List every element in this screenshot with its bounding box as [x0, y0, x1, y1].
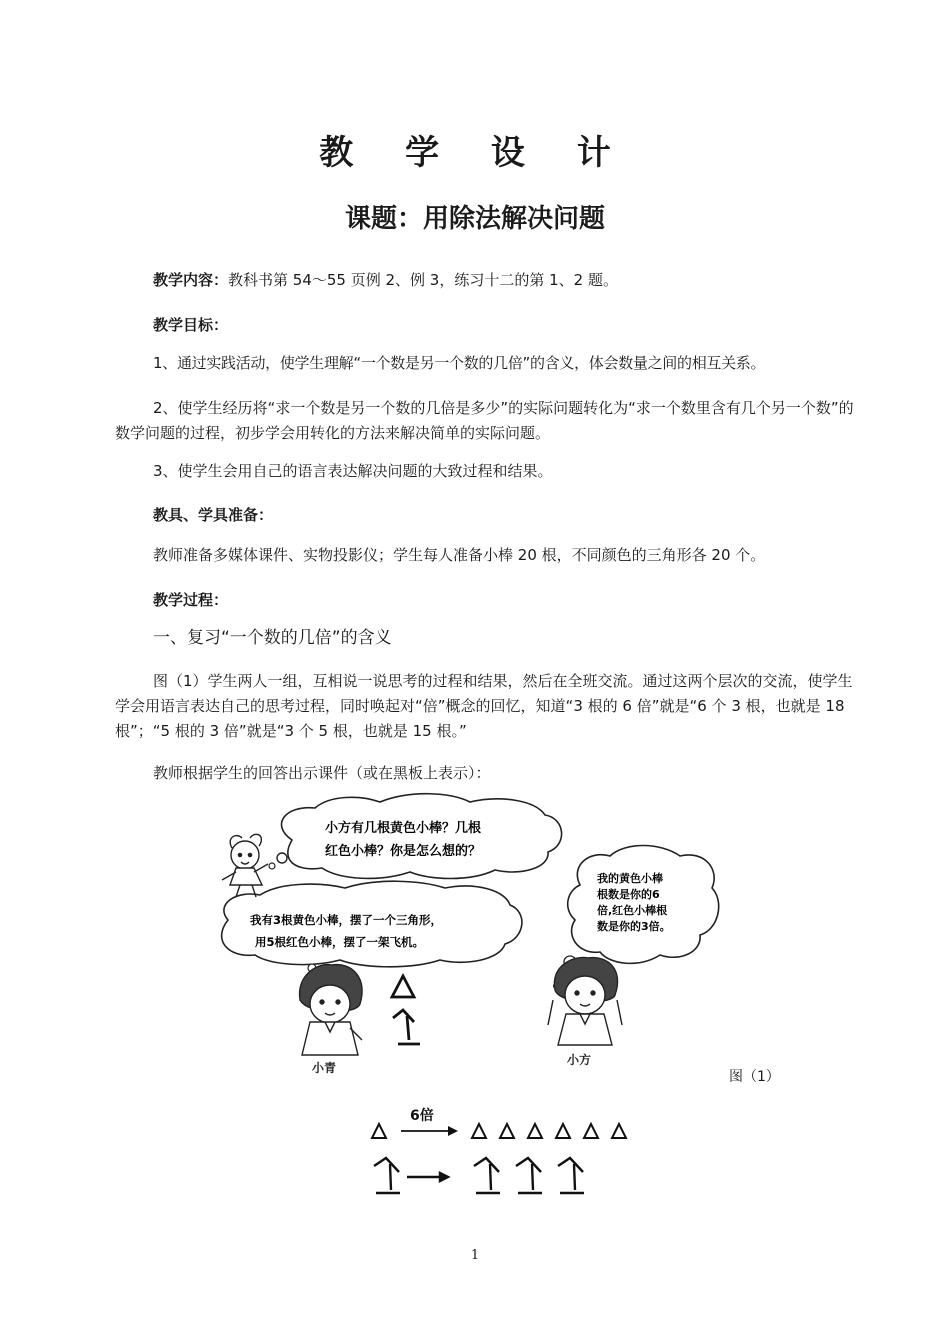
speech-bubble-2 [222, 881, 522, 981]
bubble-3-line-3: 倍,红色小棒根 [597, 904, 668, 917]
page-number: 1 [470, 1248, 480, 1263]
bubble-2-line-2: 用5根红色小棒，摆了一架飞机。 [255, 935, 424, 949]
goal-item-3: 3、使学生会用自己的语言表达解决问题的大致过程和结果。 [153, 462, 553, 480]
tools-text: 教师准备多媒体课件、实物投影仪；学生每人准备小棒 20 根，不同颜色的三角形各 20 个。 [153, 546, 766, 564]
bubble-3-line-2: 根数是你的6 [597, 888, 660, 901]
process-paragraph-1: 图（1）学生两人一组，互相说一说思考的过程和结果，然后在全班交流。通过这两个层次的交流，使学生学会用语言表达自己的思考过程，同时唤起对“倍”概念的回忆，知道“3 根的 6 倍”就是“6 个 3 根，也就是 18 根”；“5 根的 3 倍”就是“3 个 5 根，也就是 15 根。” [115, 672, 853, 740]
name-label-xiaofang: 小方 [567, 1053, 592, 1067]
teaching-content-label: 教学内容： [153, 271, 229, 289]
bubble-2-line-1: 我有3根黄色小棒，摆了一个三角形， [250, 913, 442, 927]
section-1-title: 一、复习“一个数的几倍”的含义 [153, 628, 392, 648]
bubble-1-line-2: 红色小棒？你是怎么想的？ [325, 844, 482, 859]
girl-character-xiaoqing [300, 965, 363, 1075]
figure-1-caption: 图（1） [729, 1069, 780, 1085]
stick-plane-shape [393, 1010, 420, 1044]
tools-heading: 教具、学具准备： [153, 506, 274, 524]
speech-bubble-1 [269, 794, 562, 879]
name-label-xiaoqing: 小青 [312, 1061, 337, 1075]
teaching-content-text: 教科书第 54～55 页例 2、例 3，练习十二的第 1、2 题。 [228, 271, 618, 289]
goals-heading: 教学目标： [153, 316, 229, 334]
stick-triangle-shape [392, 976, 414, 997]
lesson-subtitle: 课题：用除法解决问题 [344, 204, 605, 234]
bubble-3-line-1: 我的黄色小棒 [597, 872, 663, 885]
goal-item-2: 2、使学生经历将“求一个数是另一个数的几倍是多少”的实际问题转化为“求一个数里含有几个另一个数”的数学问题的过程，初步学会用转化的方法来解决简单的实际问题。 [115, 399, 854, 442]
process-paragraph-2: 教师根据学生的回答出示课件（或在黑板上表示）： [153, 764, 491, 782]
page-title: 教 学 设 计 [319, 133, 631, 173]
girl-character-xiaofang [548, 957, 622, 1067]
process-heading: 教学过程： [153, 591, 229, 609]
goal-item-1: 1、通过实践活动，使学生理解“一个数是另一个数的几倍”的含义，体会数量之间的相互关系。 [153, 354, 766, 372]
arrow-label-6x: 6倍 [410, 1108, 434, 1124]
girl-character-small [222, 834, 268, 897]
bubble-1-line-1: 小方有几根黄色小棒？几根 [325, 821, 482, 836]
times-diagram [372, 1107, 626, 1193]
bubble-3-line-4: 数是你的3倍。 [597, 920, 671, 933]
